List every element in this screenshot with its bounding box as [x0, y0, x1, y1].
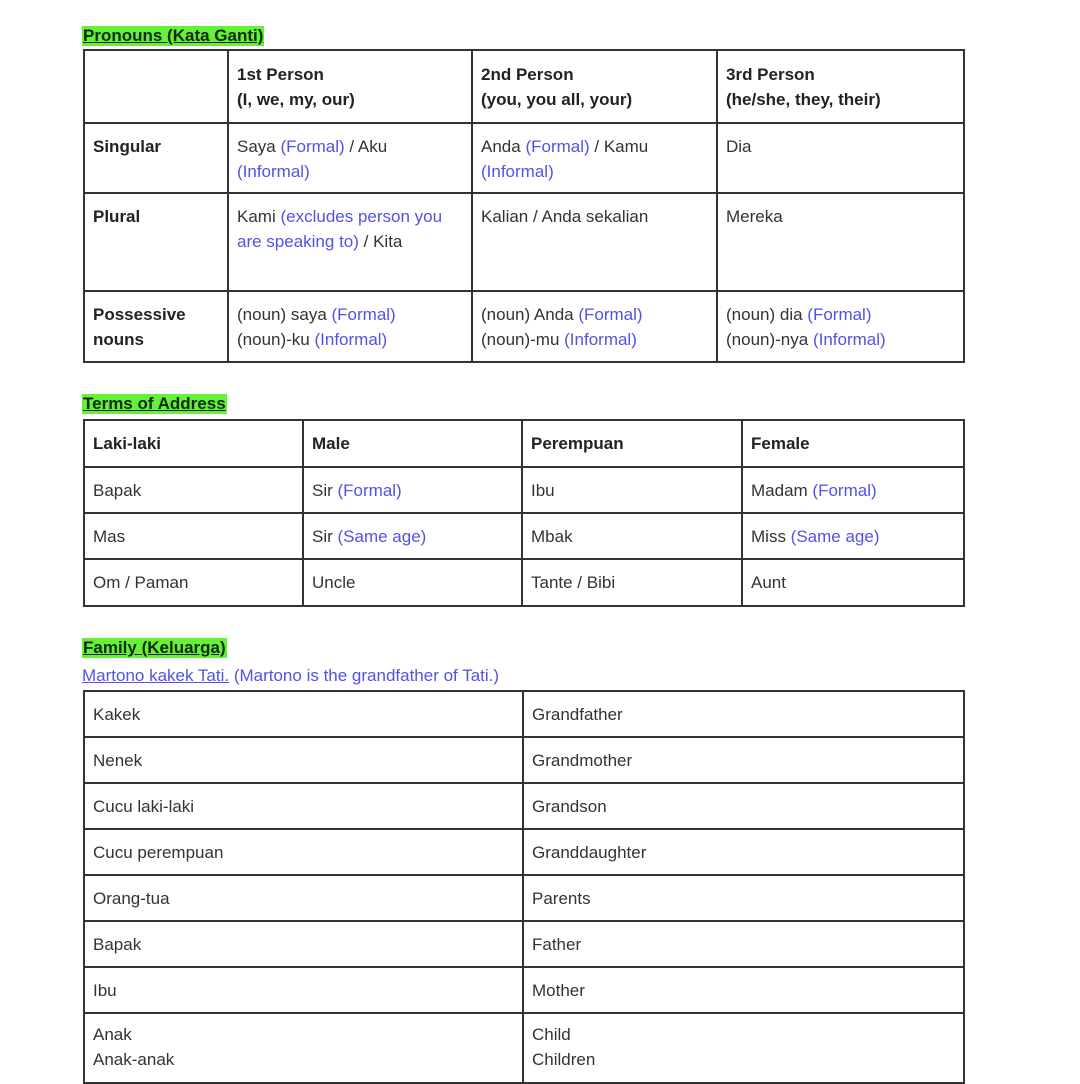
term-line: Parents: [532, 888, 591, 908]
term-line: Cucu laki-laki: [93, 796, 195, 816]
cell-note: (Informal): [481, 162, 554, 181]
pronouns-row-possessive: [84, 291, 964, 362]
cell: Tante / Bibi: [522, 559, 742, 606]
english-term: [523, 783, 964, 829]
family-table: [83, 690, 965, 1084]
pronouns-table: [83, 49, 965, 363]
cell-text: Sir: [312, 480, 338, 500]
indonesian-term: [84, 829, 523, 875]
family-row: [84, 783, 964, 829]
heading-highlight: Pronouns (Kata Ganti): [83, 26, 264, 45]
cell-text: / Aku: [344, 137, 388, 156]
indonesian-term: [84, 875, 523, 921]
cell-text: Aunt: [751, 573, 786, 592]
english-term: [523, 829, 964, 875]
section-heading-family: [82, 638, 227, 658]
term-line: Grandson: [532, 796, 607, 816]
cell-note: (Formal): [812, 480, 877, 500]
family-row: [84, 1013, 964, 1083]
term-line: Child: [532, 1025, 571, 1044]
cell-note: (Formal): [280, 137, 345, 156]
pronouns-header-row: [84, 50, 964, 123]
cell-2nd-plural: Kalian / Anda sekalian: [472, 193, 717, 291]
cell-note: (Formal): [525, 137, 590, 156]
header-subtitle: (you, you all, your): [481, 90, 633, 109]
cell-text: Anda: [481, 137, 526, 156]
section-heading-pronouns: [82, 26, 264, 46]
header-subtitle: (he/she, they, their): [726, 90, 881, 109]
cell: Mas: [84, 513, 303, 559]
term-line: Mother: [532, 980, 585, 1000]
cell-text: (noun)-mu: [481, 330, 565, 349]
cell-note: (Informal): [237, 162, 310, 181]
cell-note: (Informal): [564, 330, 637, 349]
family-row: [84, 875, 964, 921]
header-cell: Laki-laki: [84, 420, 303, 467]
header-cell: Male: [303, 420, 522, 467]
family-row: [84, 737, 964, 783]
address-table: [83, 419, 965, 607]
cell-text: Miss: [751, 526, 791, 546]
example-link[interactable]: Martono kakek Tati.: [82, 666, 230, 685]
row-label-line: nouns: [93, 330, 144, 349]
cell-text: Madam: [751, 480, 813, 500]
cell-1st-possessive: [228, 291, 472, 362]
header-title: 3rd Person: [726, 65, 815, 84]
cell-note: (Formal): [331, 305, 396, 324]
english-term: [523, 967, 964, 1013]
cell-3rd-plural: Mereka: [717, 193, 964, 291]
cell: [742, 467, 964, 513]
term-line: Grandmother: [532, 750, 633, 770]
cell-text: / Kita: [358, 232, 403, 251]
header-cell-2nd-person: [472, 50, 717, 123]
cell-text: Sir: [312, 526, 338, 546]
heading-highlight: Terms of Address: [83, 394, 226, 413]
pronouns-row-singular: [84, 123, 964, 193]
cell-note: (Informal): [812, 330, 886, 349]
cell-text: (noun)-ku: [237, 330, 315, 349]
family-example: [82, 666, 499, 686]
english-term: [523, 1013, 964, 1083]
cell-text: (noun) Anda: [481, 305, 579, 324]
english-term: [523, 875, 964, 921]
cell: [742, 513, 964, 559]
cell: Bapak: [84, 467, 303, 513]
cell-text: / Kamu: [589, 137, 649, 156]
indonesian-term: [84, 783, 523, 829]
term-line: Children: [532, 1050, 596, 1069]
header-title: 2nd Person: [481, 65, 574, 84]
english-term: [523, 921, 964, 967]
term-line: Anak-anak: [93, 1050, 175, 1069]
cell-1st-singular: [228, 123, 472, 193]
cell-note: (Formal): [807, 305, 872, 324]
english-term: [523, 737, 964, 783]
address-row: [84, 513, 964, 559]
cell: [303, 513, 522, 559]
header-subtitle: (I, we, my, our): [237, 90, 355, 109]
family-row: [84, 691, 964, 737]
cell-text: (noun) dia: [726, 305, 808, 324]
indonesian-term: [84, 967, 523, 1013]
cell-text: (noun)-nya: [726, 330, 813, 349]
row-label-line: Possessive: [93, 305, 186, 324]
header-cell: Female: [742, 420, 964, 467]
cell-1st-plural: [228, 193, 472, 291]
term-line: Anak: [93, 1025, 132, 1044]
term-line: Orang-tua: [93, 888, 170, 908]
cell: [303, 559, 522, 606]
address-row: [84, 467, 964, 513]
cell-2nd-possessive: [472, 291, 717, 362]
cell-text: Saya: [237, 137, 281, 156]
term-line: Bapak: [93, 934, 142, 954]
example-translation: (Martono is the grandfather of Tati.): [229, 666, 500, 685]
cell-text: Uncle: [312, 573, 356, 592]
address-row: [84, 559, 964, 606]
term-line: Father: [532, 934, 582, 954]
section-heading-terms-of-address: [82, 394, 227, 414]
cell: Mbak: [522, 513, 742, 559]
cell-note: (excludes person you are speaking to): [237, 207, 443, 251]
address-header-row: [84, 420, 964, 467]
cell: Om / Paman: [84, 559, 303, 606]
cell: Ibu: [522, 467, 742, 513]
indonesian-term: [84, 1013, 523, 1083]
term-line: Ibu: [93, 980, 117, 1000]
term-line: Kakek: [93, 704, 141, 724]
header-cell-empty: [84, 50, 228, 123]
cell: [742, 559, 964, 606]
term-line: Nenek: [93, 750, 143, 770]
indonesian-term: [84, 737, 523, 783]
header-title: 1st Person: [237, 65, 324, 84]
family-row: [84, 967, 964, 1013]
cell-note: (Formal): [578, 305, 643, 324]
cell-2nd-singular: [472, 123, 717, 193]
cell-3rd-singular: Dia: [717, 123, 964, 193]
header-cell-3rd-person: [717, 50, 964, 123]
header-cell-1st-person: [228, 50, 472, 123]
term-line: Granddaughter: [532, 842, 647, 862]
heading-highlight: Family (Keluarga): [83, 638, 226, 657]
cell-note: (Formal): [337, 480, 402, 500]
cell-note: (Same age): [337, 526, 427, 546]
row-label: Singular: [84, 123, 228, 193]
cell-text: (noun) saya: [237, 305, 332, 324]
indonesian-term: [84, 921, 523, 967]
indonesian-term: [84, 691, 523, 737]
english-term: [523, 691, 964, 737]
pronouns-row-plural: [84, 193, 964, 291]
term-line: Cucu perempuan: [93, 842, 224, 862]
family-row: [84, 921, 964, 967]
family-row: [84, 829, 964, 875]
cell: [303, 467, 522, 513]
row-label: Plural: [84, 193, 228, 291]
cell-note: (Informal): [314, 330, 388, 349]
row-label: [84, 291, 228, 362]
header-cell: Perempuan: [522, 420, 742, 467]
cell-3rd-possessive: [717, 291, 964, 362]
cell-text: Kami: [237, 207, 281, 226]
term-line: Grandfather: [532, 704, 623, 724]
cell-note: (Same age): [790, 526, 880, 546]
